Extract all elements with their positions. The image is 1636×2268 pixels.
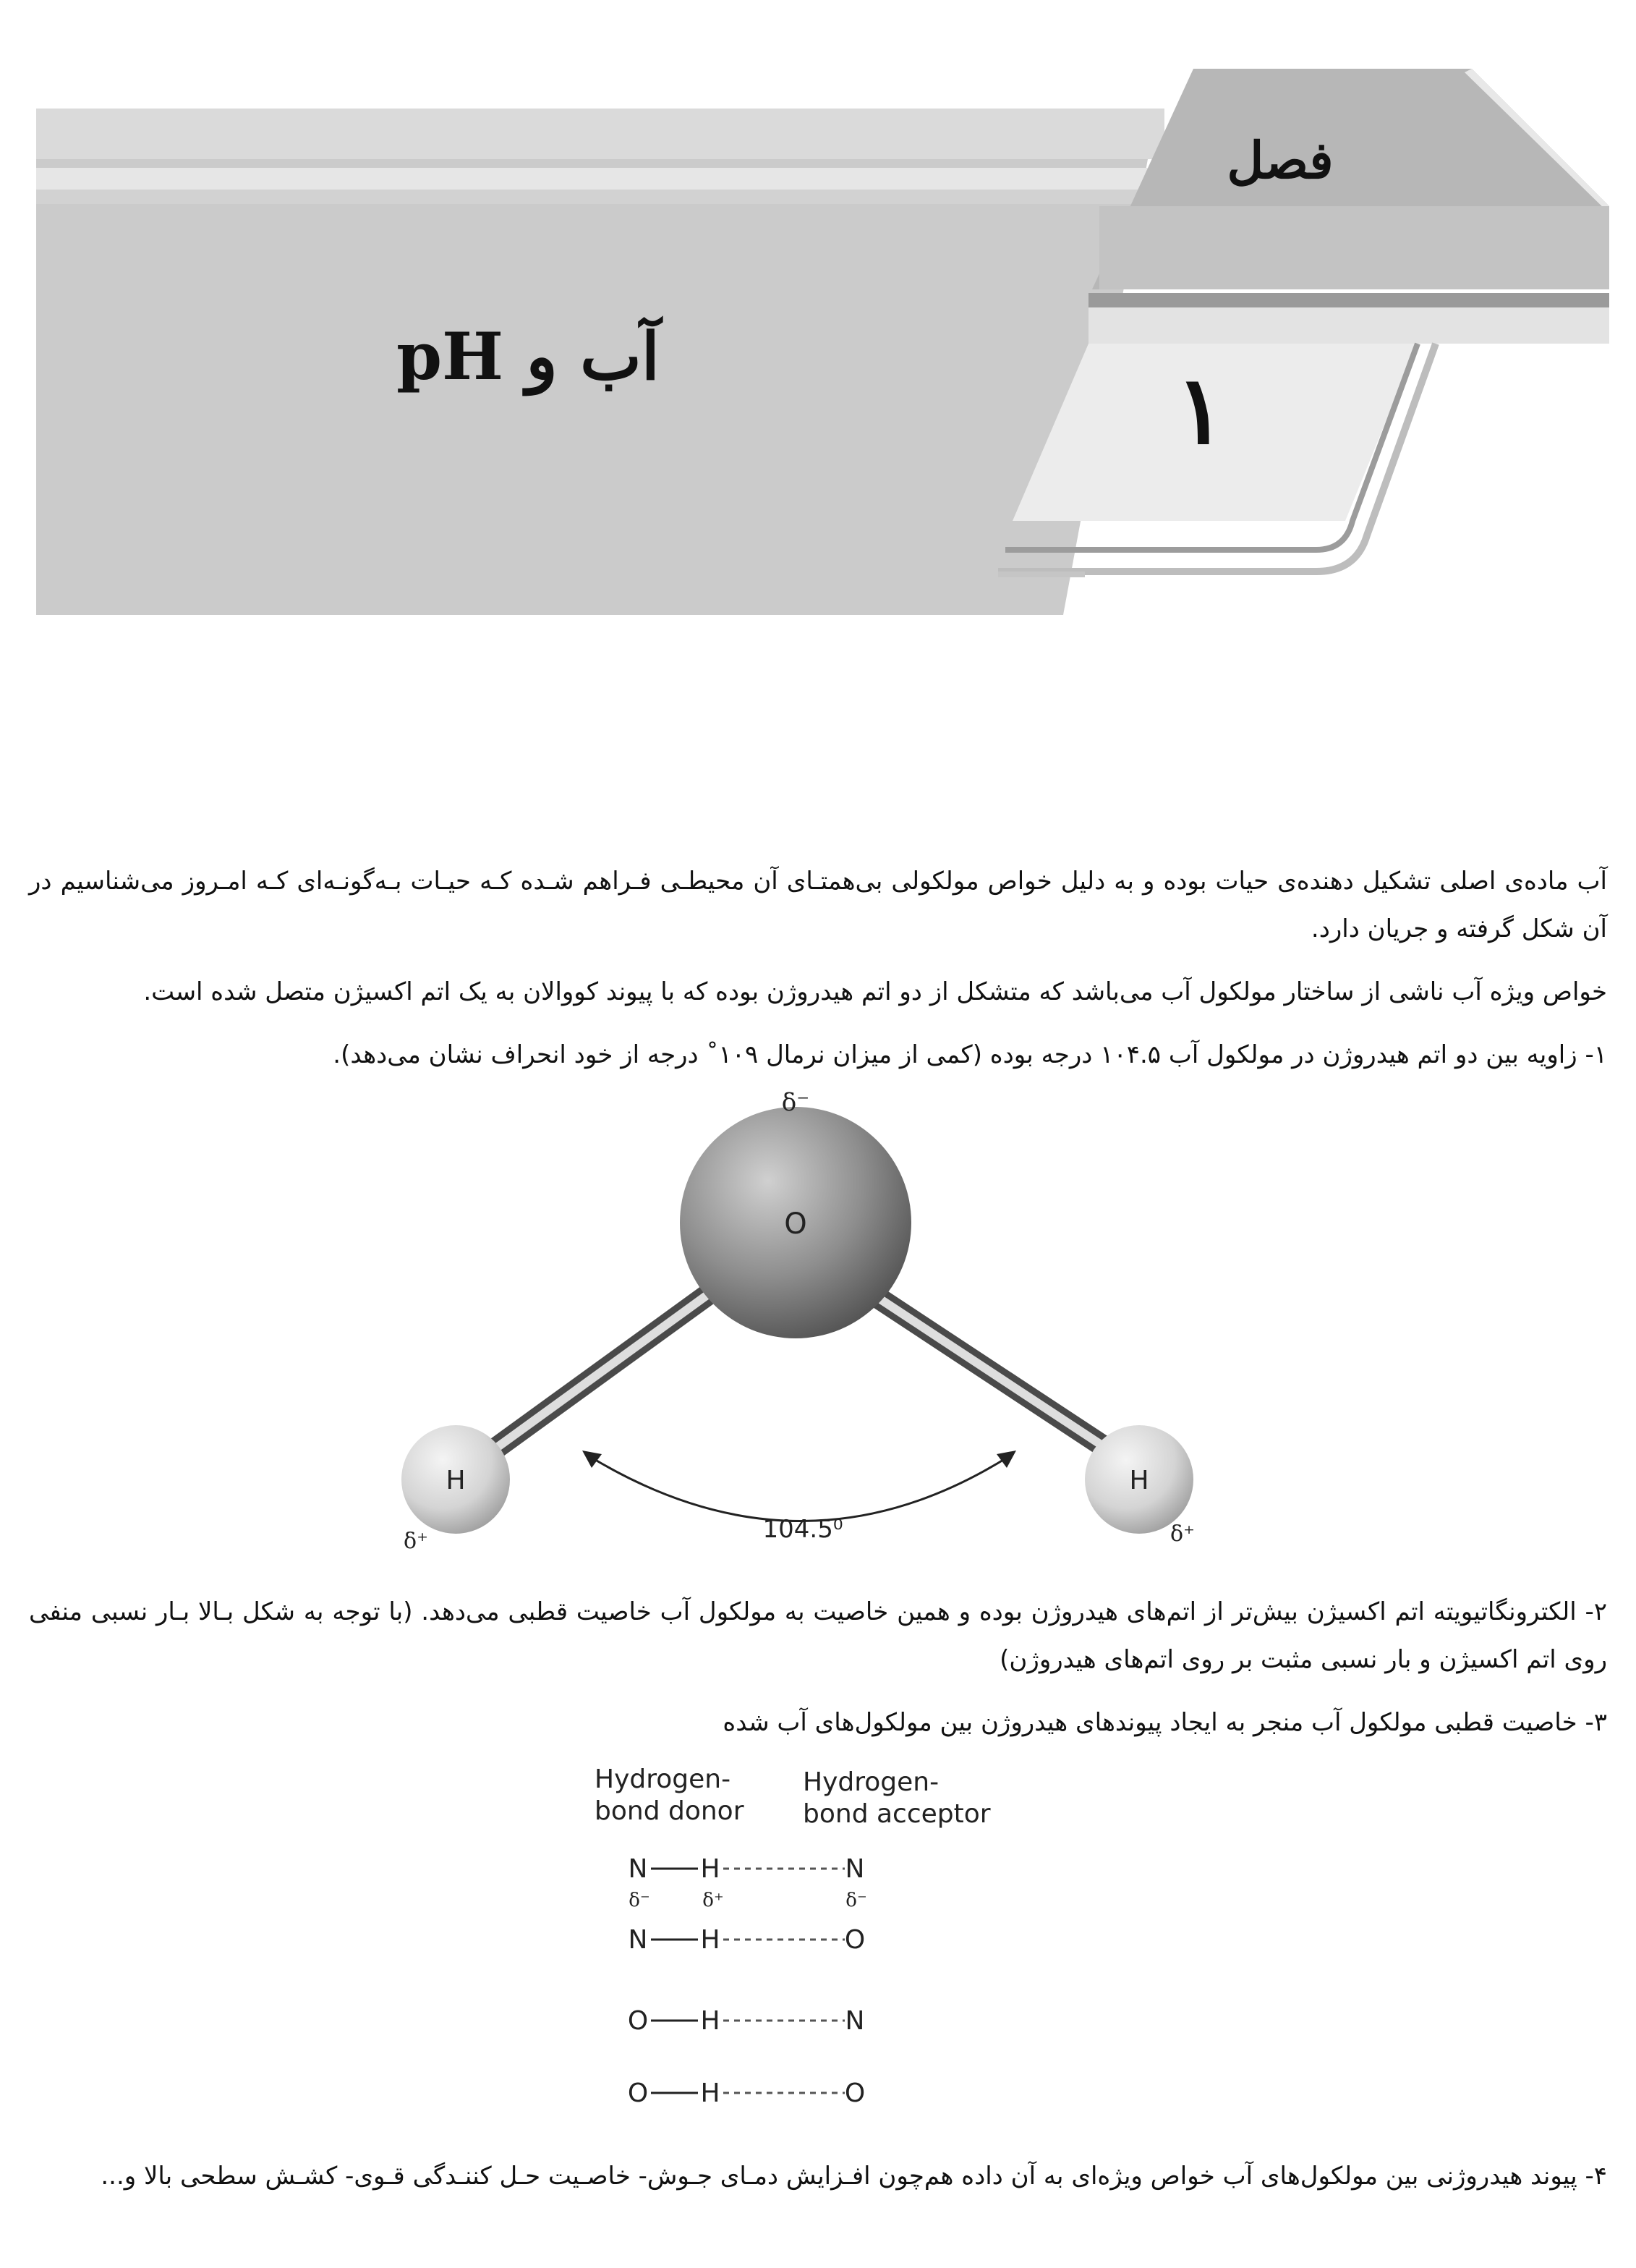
svg-text:N: N <box>628 1854 648 1884</box>
angle-arc <box>586 1454 1013 1521</box>
svg-text:N: N <box>845 2006 865 2036</box>
angle-label: 104.5⁰ <box>762 1515 843 1544</box>
point-2: ۲- الکترونگاتیویته اتم اکسیژن بیش‌تر از اتم‌های هیدروژن بوده و همین خاصیت به مولکول آب خاصیت قطبی می‌دهد. (با توجه به شکل بـالا بـار نسبی منفی روی اتم اکسیژن و بار نسبی مثبت بر روی اتم‌های هیدروژن) <box>29 1597 1607 1674</box>
delta-plus-right: δ⁺ <box>1170 1521 1195 1547</box>
hydrogen-left-label: H <box>446 1466 466 1495</box>
intro-paragraph: آب ماده‌ی اصلی تشکیل دهنده‌ی حیات بوده و به دلیل خواص مولکولی بی‌همتـای آن محیطـی فـراهم شـده کـه حیـات بـه‌گونـه‌ای کـه امـروز می‌شناسیم در آن شکل گرفته و جریان دارد. <box>29 867 1607 943</box>
delta-plus-left: δ⁺ <box>404 1529 428 1554</box>
svg-text:N: N <box>845 1854 865 1884</box>
hydrogen-right-label: H <box>1129 1466 1149 1495</box>
acceptor-header-line2: bond acceptor <box>803 1799 991 1829</box>
svg-text:H: H <box>700 2006 720 2036</box>
water-molecule-figure <box>376 1089 1222 1573</box>
svg-text:O: O <box>844 2078 866 2108</box>
hbond-row <box>629 1854 867 1911</box>
oxygen-label: O <box>784 1207 807 1241</box>
point-4: ۴- پیوند هیدروژنی بین مولکول‌های آب خواص ویژه‌ای به آن داده هم‌چون افـزایش دمـای جـوش- خاصـیت حـل کننـدگی قـوی- کشـش سطحی بالا و... <box>101 2162 1607 2191</box>
special-properties-paragraph: خواص ویژه آب ناشی از ساختار مولکول آب می‌باشد که متشکل از دو اتم هیدروژن بوده که با پیوند کووالان به یک اتم اکسیژن متصل شده است. <box>143 977 1607 1006</box>
chapter-number: ۱ <box>1175 354 1226 465</box>
svg-text:H: H <box>700 2078 720 2108</box>
donor-header-line2: bond donor <box>595 1796 744 1826</box>
hbond-row <box>628 2006 865 2036</box>
chapter-banner <box>0 0 1636 651</box>
chapter-title: آب و pH <box>396 318 660 395</box>
delta-minus-donor: δ⁻ <box>629 1890 650 1911</box>
svg-text:H: H <box>700 1854 720 1884</box>
acceptor-header-line1: Hydrogen- <box>803 1767 940 1797</box>
svg-text:O: O <box>627 2078 649 2108</box>
svg-text:O: O <box>627 2006 649 2036</box>
svg-text:H: H <box>700 1925 720 1955</box>
point-3: ۳- خاصیت قطبی مولکول آب منجر به ایجاد پیوندهای هیدروژن بین مولکول‌های آب شده <box>723 1708 1607 1737</box>
chapter-label: فصل <box>1227 130 1334 190</box>
svg-text:O: O <box>844 1925 866 1955</box>
delta-minus-acceptor: δ⁻ <box>845 1890 867 1911</box>
hbond-row <box>629 1925 866 1955</box>
hbond-row <box>628 2078 865 2108</box>
hydrogen-bond-figure <box>579 1762 1027 2123</box>
delta-minus-label: δ⁻ <box>781 1089 810 1117</box>
svg-text:N: N <box>628 1925 648 1955</box>
point-1: ۱- زاویه بین دو اتم هیدروژن در مولکول آب ۱۰۴.۵ درجه بوده (کمی از میزان نرمال ۱۰۹˚ درجه از خود انحراف نشان می‌دهد). <box>333 1040 1607 1069</box>
delta-plus-h: δ⁺ <box>702 1890 724 1911</box>
donor-header-line1: Hydrogen- <box>595 1764 731 1794</box>
